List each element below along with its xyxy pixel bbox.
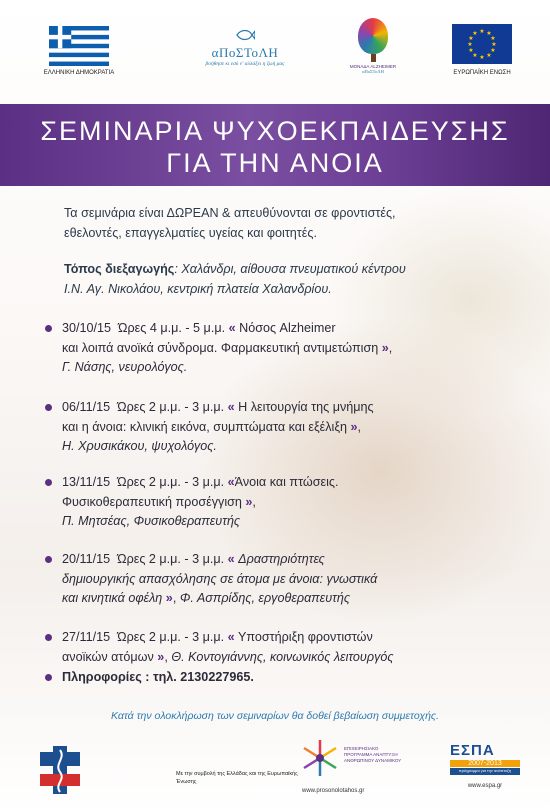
seminar-topic-cont: Φυσικοθεραπευτική προσέγγιση: [62, 494, 242, 509]
program-text: ΕΠΙΧΕΙΡΗΣΙΑΚΟ ΠΡΟΓΡΑΜΜΑ ΑΝΑΠΤΥΞΗ ΑΝΘΡΩΠΙΝΟΥ ΔΥΝΑΜΙΚΟΥ: [344, 746, 402, 763]
svg-text:★: ★: [468, 47, 474, 54]
seminar-date: 30/10/15: [62, 321, 112, 335]
seminar-topic-cont: ανοϊκών ατόμων: [62, 649, 154, 664]
espa-logo: [450, 742, 520, 789]
seminar-topic: Δραστηριότητες: [238, 552, 325, 566]
certificate-note: Κατά την ολοκλήρωση των σεμιναρίων θα δοθεί βεβαίωση συμμετοχής.: [111, 710, 439, 722]
title-band: [0, 104, 550, 186]
bullet-icon: [45, 479, 52, 486]
seminar-item: 13/11/15 Ώρες 2 μ.μ. - 3 μ.μ. «Άνοια και πτώσεις. Φυσικοθεραπευτική προσέγγιση », Π. Μητσέας, Φυσικοθεραπευτής: [45, 473, 515, 532]
support-text: Με την συμβολή της Ελλάδας και της Ευρωπαϊκής Ένωσης: [176, 771, 298, 785]
apostoli-tagline: βοήθησε κι εσύ ν' αλλάξει η ζωή μας: [205, 61, 285, 67]
info-item: [45, 668, 515, 688]
seminar-topic-cont: δημιουργικής απασχόλησης σε άτομα με άνοια: γνωστικά: [62, 571, 378, 586]
espa-title: ΕΣΠΑ: [450, 742, 495, 759]
seminar-date: 27/11/15: [62, 630, 111, 644]
monada-name: ΜΟΝΑΔΑ ALZHEIMER: [349, 64, 397, 69]
seminar-item: 06/11/15 Ώρες 2 μ.μ. - 3 μ.μ. « Η λειτουργία της μνήμης και η άνοια: κλινική εικόνα, συμπτώματα και εξέλιξη », Η. Χρυσικάκου, ψυχολόγος.: [45, 398, 515, 457]
svg-text:★: ★: [479, 54, 485, 61]
seminar-date: 06/11/15: [62, 400, 111, 414]
seminar-date: 20/11/15: [62, 552, 111, 566]
bullet-icon: [45, 674, 52, 681]
intro-line-2: εθελοντές, επαγγελματίες υγείας και φοιτητές.: [64, 226, 317, 240]
seminar-topic: Νόσος Alzheimer: [239, 321, 336, 335]
espa-url: www.espa.gr: [467, 783, 503, 789]
seminar-item: 20/11/15 Ώρες 2 μ.μ. - 3 μ.μ. « Δραστηριότητες δημιουργικής απασχόλησης σε άτομα με άνοια: γνωστικά και κινητικά οφέλη », Φ. Ασπρίδης, εργοθεραπευτής: [45, 550, 515, 609]
intro-text: [64, 203, 524, 243]
seminar-speaker: Π. Μητσέας, Φυσικοθεραπευτής: [62, 514, 241, 528]
seminar-topic: Υποστήριξη φροντιστών: [237, 630, 373, 644]
svg-text:★: ★: [486, 30, 492, 37]
greece-label: ΕΛΛΗΝΙΚΗ ΔΗΜΟΚΡΑΤΙΑ: [43, 70, 115, 76]
seminar-hours: Ώρες 2 μ.μ. - 3 μ.μ.: [117, 400, 225, 414]
info-phone: Πληροφορίες : τηλ. 2130227965.: [62, 670, 254, 684]
seminar-date: 13/11/15: [62, 475, 111, 489]
seminar-hours: Ώρες 2 μ.μ. - 3 μ.μ.: [117, 475, 225, 489]
top-logos: [0, 0, 550, 100]
title-line-1: ΣΕΜΙΝΑΡΙΑ ΨΥΧΟΕΚΠΑΙΔΕΥΣΗΣ: [40, 116, 510, 146]
apostoli-logo: [190, 26, 300, 72]
medical-cross-icon: [40, 746, 80, 794]
svg-text:★: ★: [472, 52, 478, 59]
seminar-topic-cont: και λοιπά ανοϊκά σύνδρομα. Φαρμακευτική αντιμετώπιση: [62, 340, 379, 355]
venue-line-2: Ι.Ν. Αγ. Νικολάου, κεντρική πλατεία Χαλανδρίου.: [64, 282, 332, 296]
seminar-speaker: Θ. Κοντογιάννης, κοινωνικός λειτουργός: [171, 649, 394, 664]
seminar-hours: Ώρες 4 μ.μ. - 5 μ.μ.: [118, 321, 226, 335]
title-line-2: ΓΙΑ ΤΗΝ ΑΝΟΙΑ: [166, 148, 384, 178]
seminar-speaker: Γ. Νάσης, νευρολόγος.: [62, 360, 188, 374]
eu-flag-icon: [452, 24, 512, 64]
seminar-speaker: Η. Χρυσικάκου, ψυχολόγος.: [62, 439, 217, 453]
svg-text:★: ★: [479, 28, 485, 35]
svg-text:★: ★: [472, 30, 478, 37]
svg-text:★: ★: [468, 35, 474, 42]
program-star-icon: [300, 738, 340, 778]
venue-line-1: : Χαλάνδρι, αίθουσα πνευματικού κέντρου: [174, 262, 406, 276]
bullet-icon: [45, 556, 52, 563]
seminar-topic-cont: και η άνοια: κλινική εικόνα, συμπτώματα και εξέλιξη: [62, 419, 347, 434]
seminar-hours: Ώρες 2 μ.μ. - 3 μ.μ.: [117, 552, 225, 566]
seminar-topic: Η λειτουργία της μνήμης: [238, 400, 374, 414]
monada-sub: αΠοΣΤοΛΗ: [362, 69, 384, 74]
apostoli-name: αΠοΣΤοΛΗ: [211, 45, 279, 60]
svg-text:★: ★: [490, 47, 496, 54]
seminar-topic: Άνοια και πτώσεις.: [234, 475, 339, 489]
seminar-item: 27/11/15 Ώρες 2 μ.μ. - 3 μ.μ. « Υποστήριξη φροντιστών ανοϊκών ατόμων », Θ. Κοντογιάννης, κοινωνικός λειτουργός: [45, 628, 515, 667]
svg-text:★: ★: [486, 52, 492, 59]
bullet-icon: [45, 634, 52, 641]
seminar-hours: Ώρες 2 μ.μ. - 3 μ.μ.: [117, 630, 225, 644]
seminar-speaker: Φ. Ασπρίδης, εργοθεραπευτής: [179, 591, 350, 605]
greek-flag-icon: [40, 26, 118, 66]
seminar-topic-end: και κινητικά οφέλη: [62, 591, 163, 605]
fish-icon: [235, 29, 255, 41]
bullet-icon: [45, 325, 52, 332]
tree-icon: [358, 18, 388, 54]
svg-text:★: ★: [490, 35, 496, 42]
venue-text: [64, 259, 524, 299]
svg-text:★: ★: [491, 41, 497, 48]
program-url: www.prosonolotahos.gr: [302, 788, 365, 794]
monada-alzheimer-logo: [345, 18, 401, 80]
espa-slogan: πρόγραμμα για την ανάπτυξη: [450, 768, 520, 775]
bullet-icon: [45, 404, 52, 411]
espa-years: 2007-2013: [450, 760, 520, 767]
venue-label: Τόπος διεξαγωγής: [64, 262, 175, 276]
svg-text:★: ★: [467, 41, 473, 48]
eu-label: ΕΥΡΩΠΑΪΚΗ ΕΝΩΣΗ: [453, 70, 511, 76]
intro-line-1: Τα σεμινάρια είναι ΔΩΡΕΑΝ & απευθύνονται σε φροντιστές,: [64, 206, 396, 220]
seminar-item: 30/10/15 Ώρες 4 μ.μ. - 5 μ.μ. « Νόσος Alzheimer και λοιπά ανοϊκά σύνδρομα. Φαρμακευτική αντιμετώπιση », Γ. Νάσης, νευρολόγος.: [45, 319, 515, 378]
